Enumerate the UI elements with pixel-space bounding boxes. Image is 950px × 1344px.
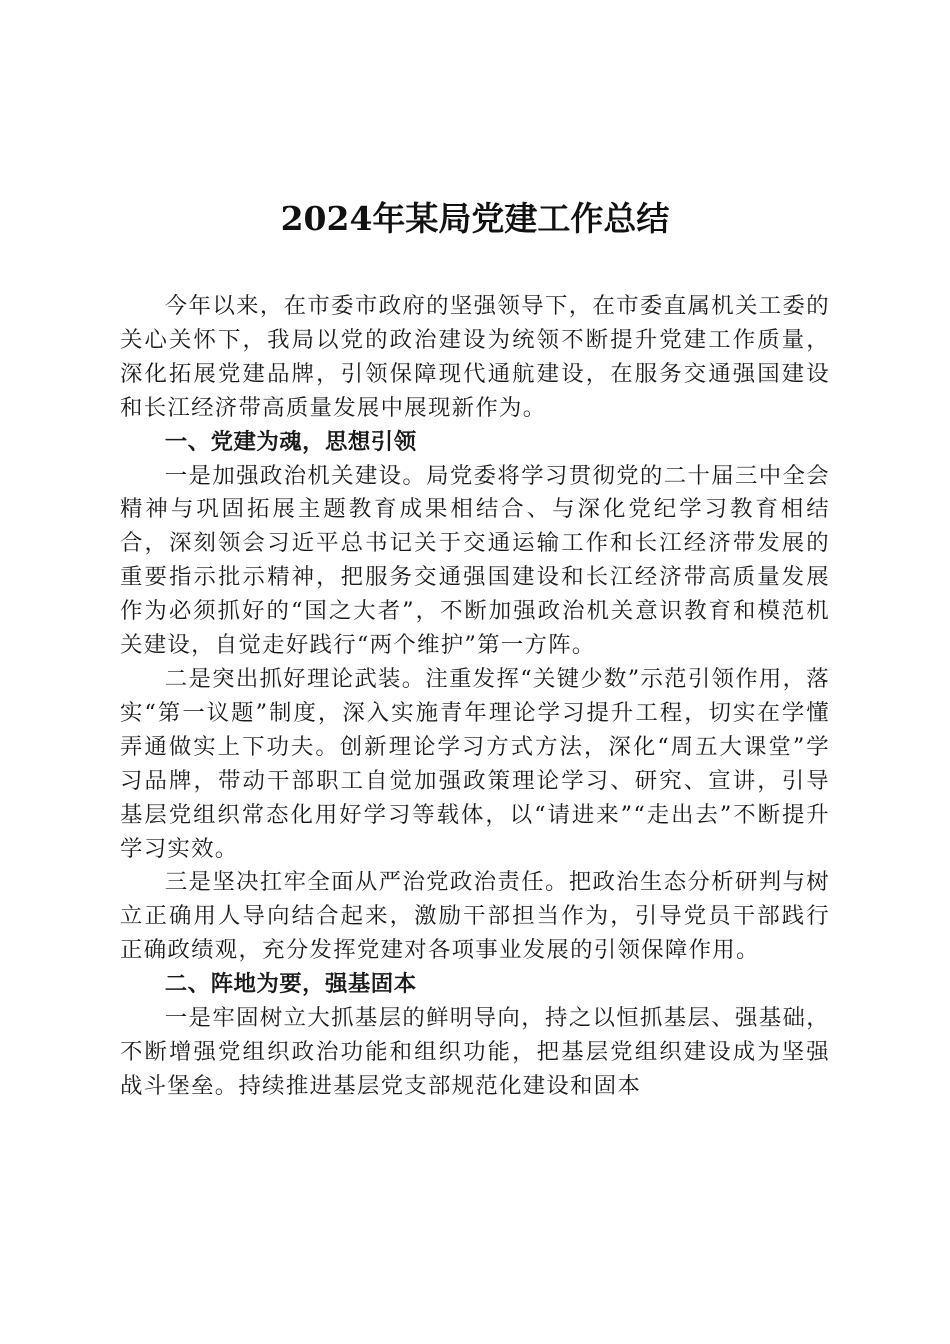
paragraph-1-3: 三是坚决扛牢全面从严治党政治责任。把政治生态分析研判与树立正确用人导向结合起来，激励干部担当作为，引导党员干部践行正确政绩观，充分发挥党建对各项事业发展的引领保障作用。 <box>120 869 830 964</box>
document-title: 2024年某局党建工作总结 <box>280 199 670 238</box>
document-body <box>120 290 830 1104</box>
section-heading-2: 二、阵地为要，强基固本 <box>164 971 417 998</box>
paragraph-1-1: 一是加强政治机关建设。局党委将学习贯彻党的二十届三中全会精神与巩固拓展主题教育成果相结合、与深化党纪学习教育相结合，深刻领会习近平总书记关于交通运输工作和长江经济带发展的重要指示批示精神，把服务交通强国建设和长江经济带高质量发展作为必须抓好的“国之大者”，不断加强政治机关意识教育和模范机关建设，自觉走好践行“两个维护”第一方阵。 <box>120 462 830 659</box>
section-heading-1: 一、党建为魂，思想引领 <box>164 428 417 455</box>
paragraph-2-1: 一是牢固树立大抓基层的鲜明导向，持之以恒抓基层、强基础，不断增强党组织政治功能和组织功能，把基层党组织建设成为坚强战斗堡垒。持续推进基层党支部规范化建设和固本 <box>120 1005 830 1099</box>
paragraph-1-2: 二是突出抓好理论武装。注重发挥“关键少数”示范引领作用，落实“第一议题”制度，深入实施青年理论学习提升工程，切实在学懂弄通做实上下功夫。创新理论学习方式方法，深化“周五大课堂”学习品牌，带动干部职工自觉加强政策理论学习、研究、宣讲，引导基层党组织常态化用好学习等载体，以“请进来”“走出去”不断提升学习实效。 <box>120 665 830 862</box>
intro-paragraph: 今年以来，在市委市政府的坚强领导下，在市委直属机关工委的关心关怀下，我局以党的政治建设为统领不断提升党建工作质量，深化拓展党建品牌，引领保障现代通航建设，在服务交通强国建设和长江经济带高质量发展中展现新作为。 <box>120 293 830 421</box>
